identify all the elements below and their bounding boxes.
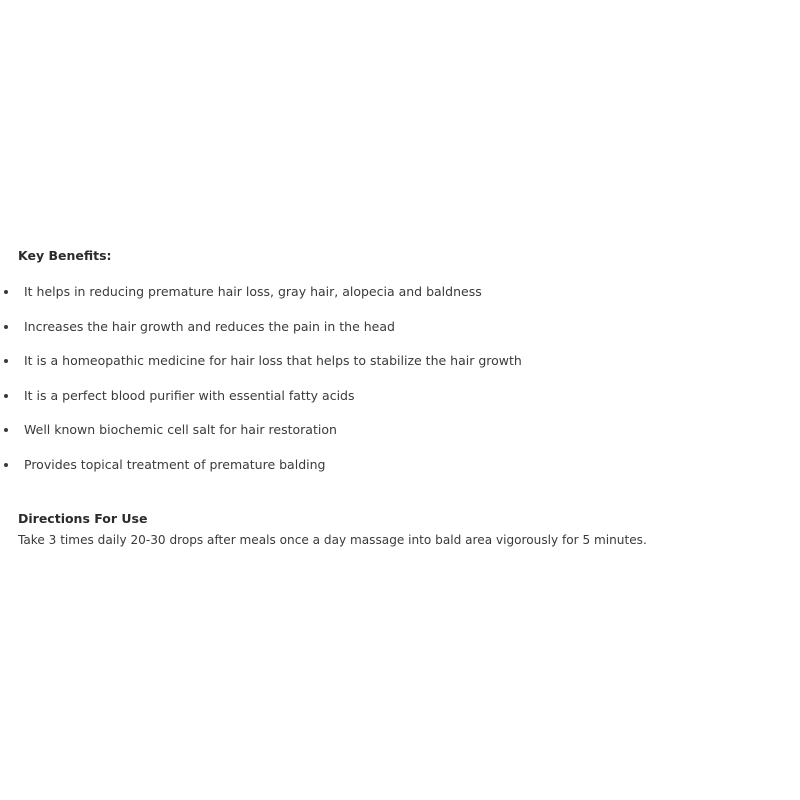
benefit-text: It is a homeopathic medicine for hair loss that helps to stabilize the hair growth [24,353,522,369]
benefit-text: It is a perfect blood purifier with essential fatty acids [24,387,355,403]
bullet-icon [4,290,8,294]
benefit-item [0,282,800,317]
benefit-text: It helps in reducing premature hair loss, gray hair, alopecia and baldness [24,284,482,299]
bullet-icon [4,394,8,398]
bullet-icon [4,428,8,432]
key-benefits-heading: Key Benefits: [18,248,112,263]
directions-text: Take 3 times daily 20-30 drops after meals once a day massage into bald area vigorously for 5 minutes. [18,533,647,547]
key-benefits-list [0,282,800,490]
bullet-icon [4,463,8,467]
benefit-text: Well known biochemic cell salt for hair restoration [24,422,337,438]
benefit-text: Provides topical treatment of premature balding [24,456,326,472]
bullet-icon [4,359,8,363]
benefit-item [0,351,800,386]
directions-heading: Directions For Use [18,511,148,526]
benefit-item [0,420,800,455]
benefit-item [0,386,800,421]
bullet-icon [4,325,8,329]
benefit-item [0,317,800,352]
benefit-item [0,455,800,490]
benefit-text: Increases the hair growth and reduces the pain in the head [24,318,395,334]
